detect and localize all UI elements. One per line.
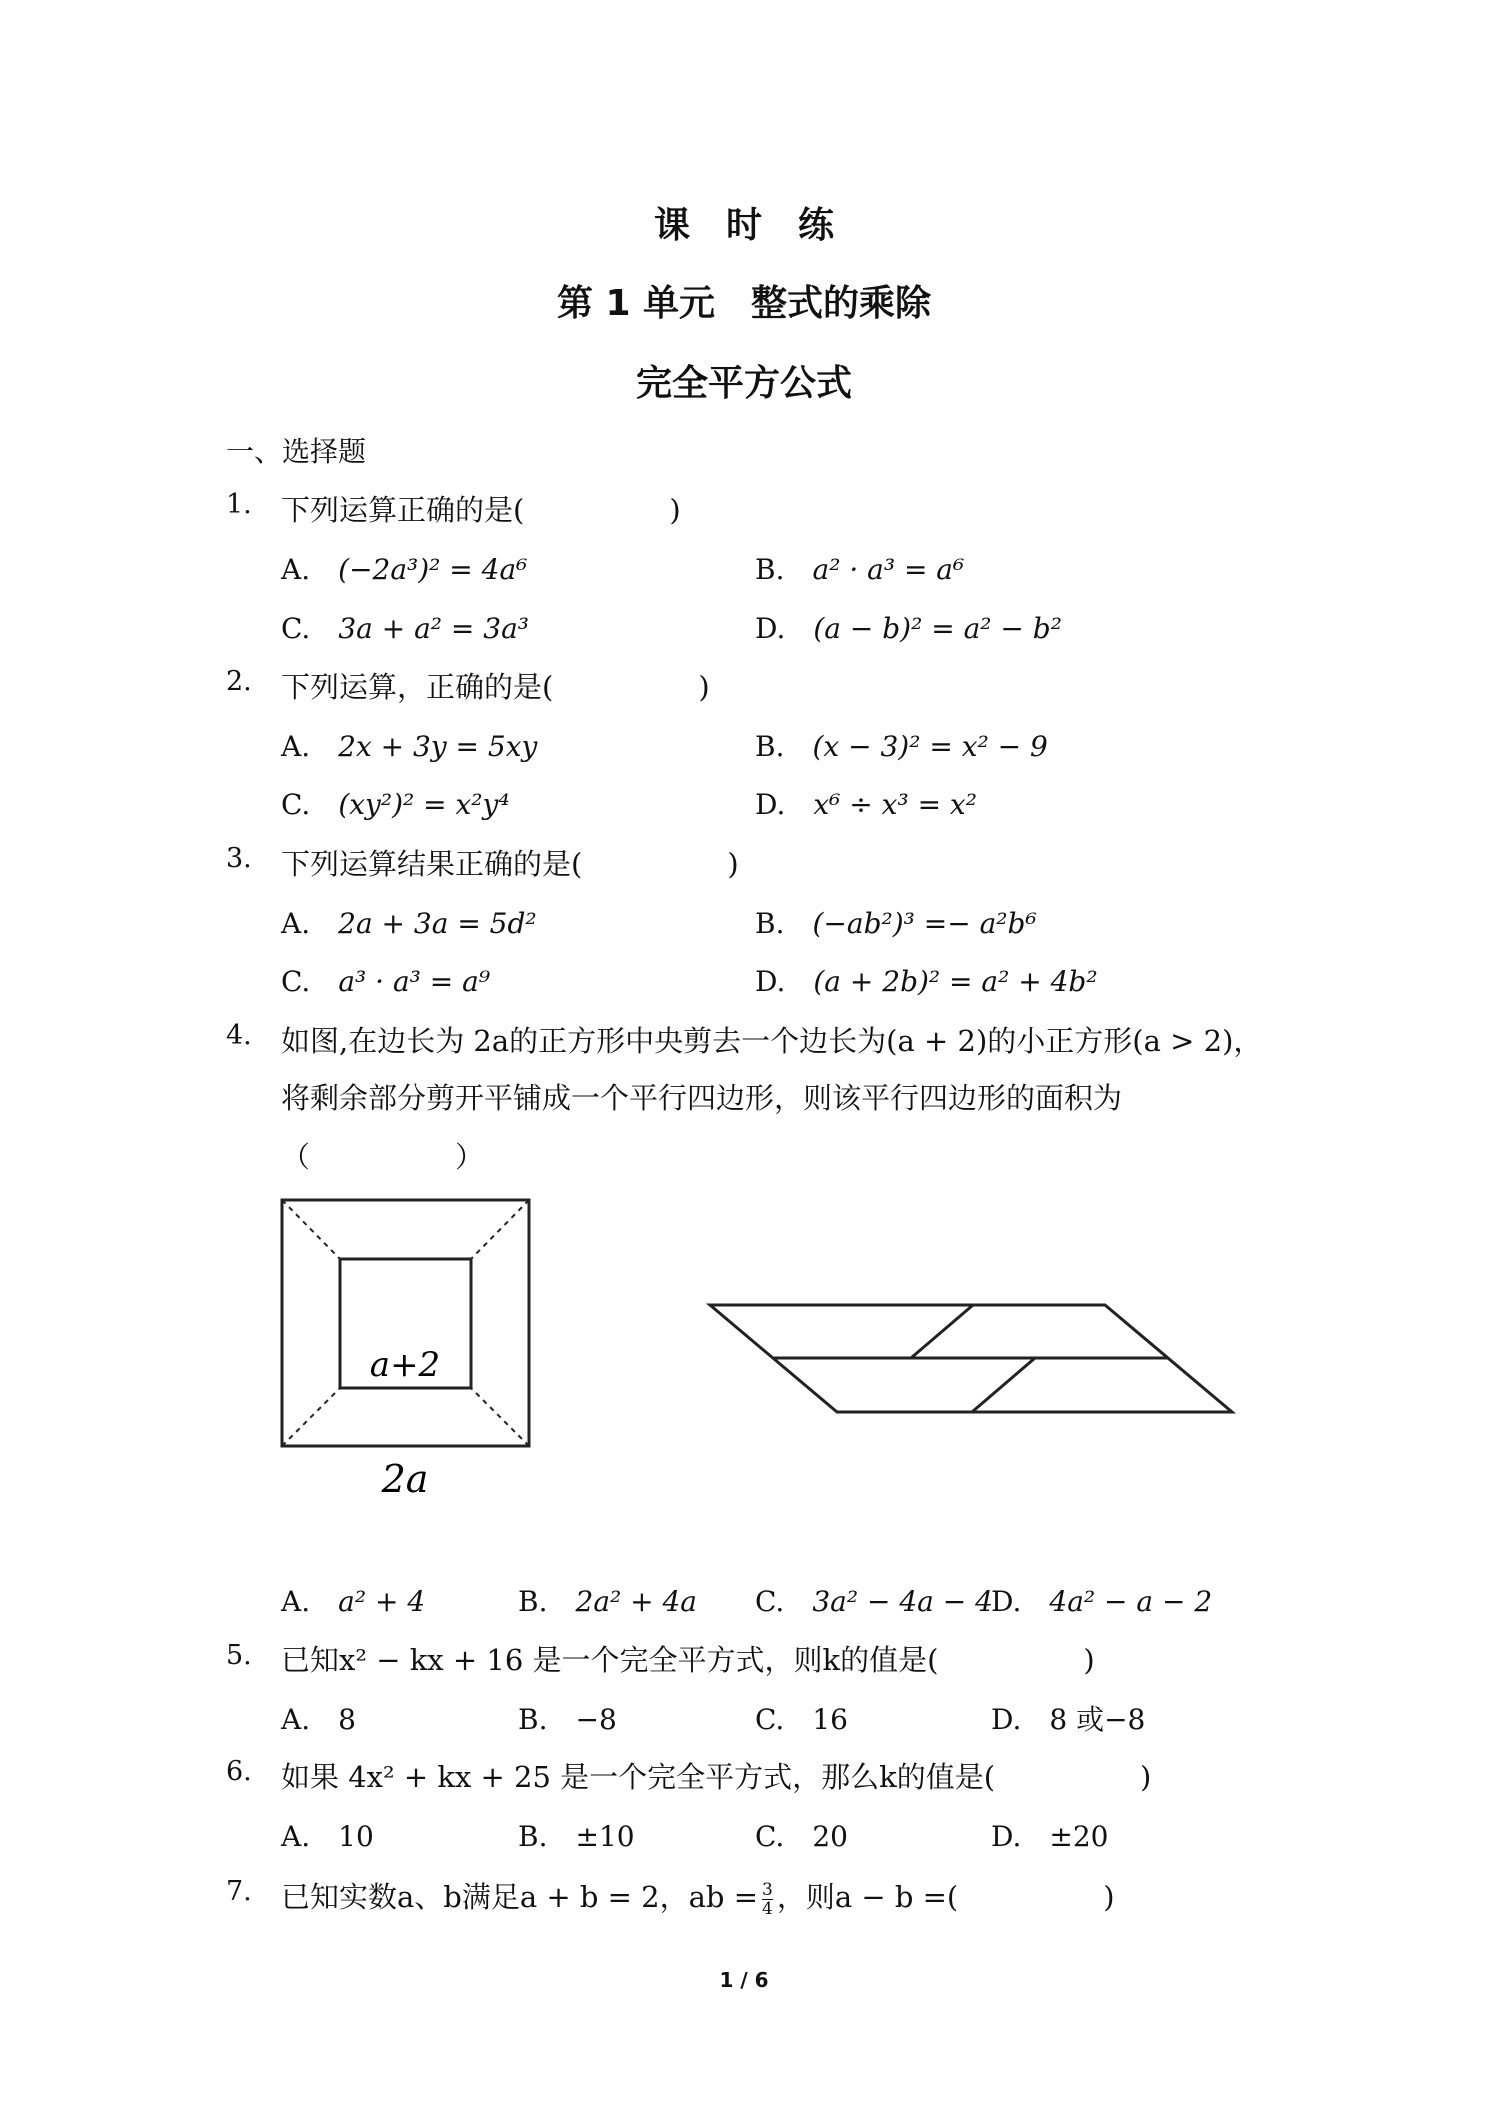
option-label: A.	[281, 1703, 311, 1736]
option	[281, 607, 529, 647]
fraction	[762, 1881, 773, 1918]
option-label: C.	[281, 788, 311, 821]
square-figure	[270, 1190, 550, 1520]
question-text-after: ，则a − b =( )	[776, 1880, 1115, 1914]
question-number: 4.	[226, 1020, 252, 1051]
question-number: 6.	[226, 1756, 252, 1787]
option	[755, 1698, 848, 1738]
option-label: B.	[518, 1820, 548, 1853]
option	[755, 1815, 848, 1855]
option-label: B.	[518, 1585, 548, 1618]
unit-title: 第 1 单元 整式的乘除	[556, 283, 932, 324]
option	[518, 1580, 697, 1620]
option	[755, 902, 1037, 942]
option	[281, 783, 510, 823]
option-label: A.	[281, 1820, 311, 1853]
fraction-denominator: 4	[762, 1898, 773, 1919]
option	[755, 548, 964, 588]
option-label: D.	[755, 612, 786, 645]
question-text: 下列运算，正确的是( )	[281, 670, 710, 704]
option-expr: 8 或−8	[1049, 1703, 1146, 1736]
option	[991, 1698, 1145, 1738]
option-expr: (xy²)² = x²y⁴	[338, 788, 510, 821]
option	[281, 1815, 374, 1855]
section-label: 一、选择题	[226, 435, 367, 468]
fraction-numerator: 3	[762, 1879, 773, 1900]
lesson-title: 完全平方公式	[635, 363, 852, 404]
option-expr: a² + 4	[338, 1585, 426, 1618]
question-text: 已知x² − kx + 16 是一个完全平方式，则k的值是( )	[281, 1643, 1095, 1677]
option	[755, 960, 1098, 1000]
question-text-before: 已知实数a、b满足a + b = 2，ab =	[281, 1880, 758, 1914]
question-text: 将剩余部分剪开平铺成一个平行四边形，则该平行四边形的面积为	[281, 1081, 1123, 1115]
option-expr: (−ab²)³ =− a²b⁶	[812, 907, 1037, 940]
option-label: D.	[991, 1585, 1022, 1618]
option-expr: ±10	[575, 1820, 635, 1853]
divider-line	[972, 1358, 1035, 1412]
option	[281, 548, 527, 588]
option-expr: x⁶ ÷ x³ = x²	[813, 788, 977, 821]
question-number: 7.	[226, 1876, 252, 1907]
option-label: A.	[281, 907, 311, 940]
cut-line	[282, 1388, 340, 1446]
option-expr: 10	[338, 1820, 374, 1853]
option-expr: 8	[338, 1703, 356, 1736]
option-expr: 2a² + 4a	[575, 1585, 698, 1618]
option-expr: 3a + a² = 3a³	[338, 612, 530, 645]
option-expr: 4a² − a − 2	[1049, 1585, 1213, 1618]
option	[755, 1580, 993, 1620]
option-expr: (a + 2b)² = a² + 4b²	[813, 965, 1098, 998]
option-label: C.	[755, 1585, 785, 1618]
option	[991, 1815, 1108, 1855]
parallelogram-figure	[700, 1290, 1240, 1420]
option	[281, 1580, 425, 1620]
option-label: D.	[991, 1820, 1022, 1853]
option-label: D.	[755, 788, 786, 821]
option-expr: 2a + 3a = 5d²	[338, 907, 537, 940]
option-label: A.	[281, 553, 311, 586]
page-title: 课 时 练	[653, 205, 834, 246]
option-label: A.	[281, 1585, 311, 1618]
question-number: 3.	[226, 843, 252, 874]
option	[281, 725, 537, 765]
option-expr: −8	[575, 1703, 617, 1736]
option-expr: a³ · a³ = a⁹	[338, 965, 491, 998]
outer-side-label: 2a	[381, 1457, 429, 1501]
option-expr: 3a² − 4a − 4	[812, 1585, 993, 1618]
option-label: C.	[755, 1820, 785, 1853]
option-label: A.	[281, 730, 311, 763]
option-expr: (a − b)² = a² − b²	[813, 612, 1062, 645]
option	[281, 902, 537, 942]
option-expr: a² · a³ = a⁶	[812, 553, 965, 586]
option-expr: 20	[812, 1820, 848, 1853]
option-label: D.	[991, 1703, 1022, 1736]
option-label: C.	[281, 965, 311, 998]
option-expr: 2x + 3y = 5xy	[338, 730, 538, 763]
option-label: B.	[518, 1703, 548, 1736]
option	[991, 1580, 1212, 1620]
option-label: C.	[281, 612, 311, 645]
cut-line	[471, 1388, 529, 1446]
question-text	[281, 1875, 1115, 1918]
option-expr: 16	[812, 1703, 848, 1736]
option	[518, 1815, 635, 1855]
question-number: 1.	[226, 489, 252, 520]
cut-line	[471, 1200, 529, 1259]
question-text: 下列运算正确的是( )	[281, 493, 681, 527]
option-expr: (x − 3)² = x² − 9	[812, 730, 1048, 763]
inner-side-label: a+2	[369, 1345, 441, 1385]
option-label: B.	[755, 907, 785, 940]
question-text: 下列运算结果正确的是( )	[281, 847, 739, 881]
option-label: B.	[755, 730, 785, 763]
option	[755, 725, 1048, 765]
option-label: D.	[755, 965, 786, 998]
option	[518, 1698, 617, 1738]
option-expr: ±20	[1049, 1820, 1109, 1853]
question-text: （ ）	[281, 1140, 485, 1174]
option	[755, 783, 977, 823]
option	[755, 607, 1062, 647]
option	[281, 1698, 356, 1738]
page-number: 1 / 6	[719, 1968, 769, 1992]
option-expr: (−2a³)² = 4a⁶	[338, 553, 528, 586]
cut-line	[282, 1200, 340, 1259]
question-number: 2.	[226, 666, 252, 697]
question-text: 如果 4x² + kx + 25 是一个完全平方式，那么k的值是( )	[281, 1760, 1152, 1794]
question-text: 如图,在边长为 2a的正方形中央剪去一个边长为(a + 2)的小正方形(a > 2)，	[281, 1024, 1263, 1058]
option-label: C.	[755, 1703, 785, 1736]
divider-line	[911, 1305, 973, 1358]
option	[281, 960, 490, 1000]
question-number: 5.	[226, 1640, 252, 1671]
option-label: B.	[755, 553, 785, 586]
